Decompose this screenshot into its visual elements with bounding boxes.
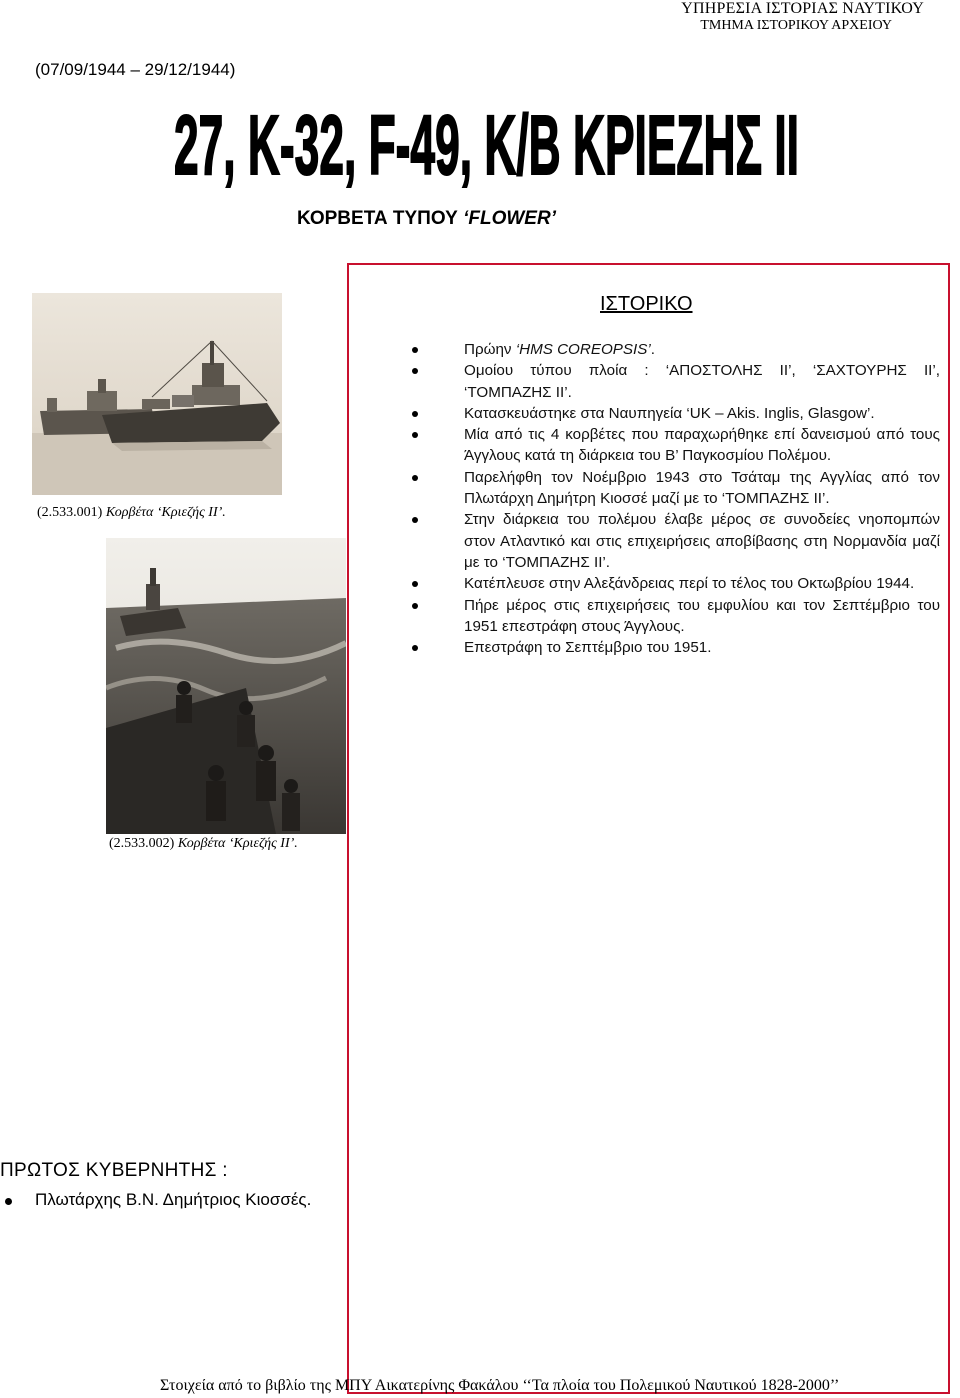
- history-item: Πρώην ‘HMS COREOPSIS’.: [412, 339, 940, 360]
- photo-caption-2: (2.533.002) Κορβέτα ‘Κριεζής ΙΙ’.: [109, 836, 298, 851]
- ship-photo-1: [32, 293, 282, 495]
- history-list: [412, 339, 940, 658]
- history-item: Πήρε μέρος στις επιχειρήσεις του εμφυλίου και τον Σεπτέμβριο του 1951 επεστράφη στους Άγγλους.: [412, 595, 940, 638]
- org-name: ΥΠΗΡΕΣΙΑ ΙΣΤΟΡΙΑΣ ΝΑΥΤΙΚΟΥ: [681, 0, 924, 17]
- history-item: Κατασκευάστηκε στα Ναυπηγεία ‘UK – Akis. Inglis, Glasgow’.: [412, 403, 940, 424]
- history-item: Ομοίου τύπου πλοία : ‘ΑΠΟΣΤΟΛΗΣ ΙΙ’, ‘ΣΑΧΤΟΥΡΗΣ ΙΙ’, ‘ΤΟΜΠΑΖΗΣ ΙΙ’.: [412, 360, 940, 403]
- vessel-type: [297, 208, 556, 230]
- ship-title-text: 27, Κ-32, F-49, Κ/Β ΚΡΙΕΖΗΣ ΙΙ: [174, 98, 799, 192]
- history-item: Επεστράφη το Σεπτέμβριο του 1951.: [412, 637, 940, 658]
- ship-photo-2: [106, 538, 346, 834]
- vessel-class-name: ‘FLOWER’: [463, 208, 556, 229]
- history-item: Κατέπλευσε στην Αλεξάνδρειας περί το τέλος του Οκτωβρίου 1944.: [412, 573, 940, 594]
- history-item: Στην διάρκεια του πολέμου έλαβε μέρος σε συνοδείες νηοπομπών στον Ατλαντικό και στις επιχειρήσεις αποβίβασης στη Νορμανδία μαζί με το ‘ΤΟΜΠΑΖΗΣ ΙΙ’.: [412, 509, 940, 573]
- first-commander-name: Πλωτάρχης Β.Ν. Δημήτριος Κιοσσές.: [5, 1190, 311, 1210]
- history-item: Μία από τις 4 κορβέτες που παραχωρήθηκε επί δανεισμού από τους Άγγλους κατά τη διάρκεια του Β’ Παγκοσμίου Πολέμου.: [412, 424, 940, 467]
- org-department: ΤΜΗΜΑ ΙΣΤΟΡΙΚΟΥ ΑΡΧΕΙΟΥ: [700, 18, 892, 33]
- history-heading: ΙΣΤΟΡΙΚΟ: [600, 293, 693, 315]
- service-dates: (07/09/1944 – 29/12/1944): [35, 60, 236, 79]
- vessel-type-prefix: ΚΟΡΒΕΤΑ ΤΥΠΟΥ: [297, 208, 464, 229]
- source-footer: Στοιχεία από το βιβλίο της ΜΠΥ Αικατερίνης Φακάλου ‘‘Τα πλοία του Πολεμικού Ναυτικού 1828-2000’’: [160, 1377, 840, 1394]
- ship-title: [174, 78, 804, 198]
- history-item: Παρελήφθη τον Νοέμβριο 1943 στο Τσάταμ της Αγγλίας από τον Πλωτάρχη Δημήτρη Κιοσσέ μαζί με το ‘ΤΟΜΠΑΖΗΣ ΙΙ’.: [412, 467, 940, 510]
- photo-caption-1: (2.533.001) Κορβέτα ‘Κριεζής ΙΙ’.: [37, 505, 226, 520]
- first-commander-heading: ΠΡΩΤΟΣ ΚΥΒΕΡΝΗΤΗΣ :: [0, 1160, 228, 1181]
